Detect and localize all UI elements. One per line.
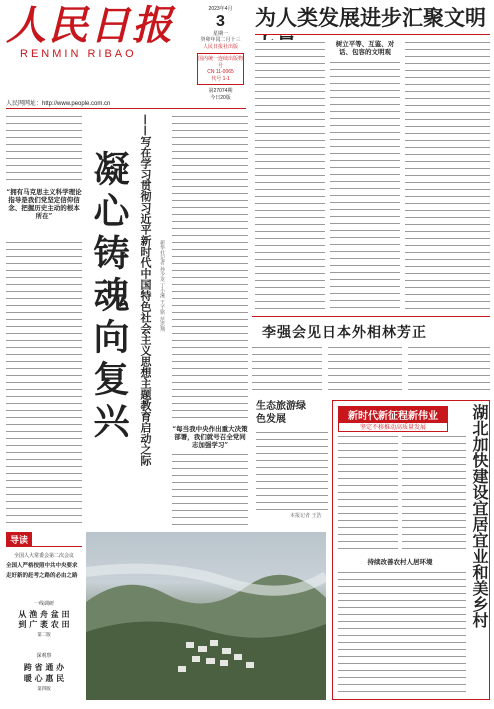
main-story-subtitle: ——写在学习贯彻习近平新时代中国特色社会主义思想主题教育启动之际 bbox=[139, 114, 152, 466]
eco-story-title[interactable]: 生态旅游绿色发展 bbox=[256, 401, 306, 425]
text-column bbox=[405, 40, 490, 310]
guide-item1-sub[interactable]: 走好新的赶考之路的必由之路 bbox=[6, 573, 78, 579]
guide-item1-title[interactable]: 全国人大常委会第二次会议 bbox=[13, 553, 74, 559]
text-column bbox=[252, 345, 322, 395]
website-label: 人民网网址： bbox=[6, 101, 43, 107]
publication-code-box bbox=[197, 53, 244, 85]
text-column bbox=[338, 434, 398, 554]
village-photo bbox=[86, 532, 326, 700]
guide-item2-text[interactable]: 从 渔 舟 盆 田 bbox=[18, 609, 70, 619]
date-year-month: 2023年4月 bbox=[208, 6, 233, 12]
top-headline[interactable]: 为人类发展进步汇聚文明 bbox=[255, 5, 486, 30]
text-column bbox=[338, 570, 466, 694]
masthead bbox=[6, 4, 196, 64]
masthead-rule bbox=[6, 108, 246, 109]
page-count: 今日20版 bbox=[210, 94, 231, 101]
date-lunar: 癸卯年闰二月十三 bbox=[200, 37, 241, 43]
text-column bbox=[172, 114, 248, 419]
text-column bbox=[6, 240, 82, 525]
issue-number: 第27074期 bbox=[208, 88, 233, 94]
guide-item3-page: 第四版 bbox=[37, 687, 51, 692]
main-story-title[interactable]: 凝心铸魂向复兴 bbox=[88, 150, 130, 444]
date-box bbox=[193, 6, 248, 118]
guide-item2-sub[interactable]: 到 广 袤 农 田 bbox=[18, 619, 70, 629]
guide-label: 导读 bbox=[6, 532, 32, 547]
guide-rule bbox=[6, 546, 82, 547]
code-line-2: CN 11-0065 bbox=[207, 69, 234, 75]
guide-item3-label: 深观察 bbox=[36, 653, 52, 659]
text-column bbox=[6, 114, 82, 184]
date-weekday: 星期一 bbox=[212, 30, 228, 37]
feature-title[interactable]: 湖北加快建设宜居宜业和美乡村 bbox=[470, 404, 489, 628]
guide-item3-sub[interactable]: 暖 心 惠 民 bbox=[23, 673, 65, 683]
text-column bbox=[255, 40, 325, 310]
feature-banner: 新时代新征程新伟业 bbox=[338, 406, 448, 423]
top-headline-subtitle: 树立平等、互鉴、对话、包容的文明观 bbox=[335, 40, 395, 56]
section-rule bbox=[252, 316, 490, 317]
eco-story-byline: 本报记者 王浩 bbox=[290, 513, 322, 519]
premier-headline[interactable]: 李强会见日本外相林芳正 bbox=[262, 325, 427, 341]
code-line-1: 国内统一连续出版物号 bbox=[198, 56, 244, 69]
feature-mid-head: 持续改善农村人居环境 bbox=[367, 558, 433, 566]
masthead-roman: RENMIN RIBAO bbox=[20, 48, 137, 60]
text-column bbox=[330, 60, 400, 310]
website-url[interactable]: http://www.people.com.cn bbox=[42, 101, 111, 107]
main-story-byline: 新华社记者 孙少龙 丁小溪 王子铭 范思翔 bbox=[159, 240, 165, 332]
masthead-title: 人民日报 bbox=[6, 2, 174, 49]
top-headline-rule bbox=[255, 34, 490, 35]
text-column bbox=[256, 430, 328, 510]
text-column bbox=[408, 345, 490, 395]
guide-item2-label: 一线调研 bbox=[33, 601, 54, 607]
guide-item3-text[interactable]: 跨 省 通 办 bbox=[23, 662, 65, 672]
date-day: 3 bbox=[216, 12, 225, 30]
guide-item2-page: 第二版 bbox=[37, 633, 51, 638]
feature-sub-banner: 坚定不移推动高质量发展 bbox=[338, 421, 448, 432]
text-column bbox=[172, 452, 248, 527]
text-column bbox=[328, 345, 402, 395]
masthead-website[interactable] bbox=[6, 98, 110, 107]
guide-item1-text[interactable]: 全国人严格按照中共中央要求 bbox=[6, 563, 78, 569]
text-column bbox=[402, 434, 466, 554]
village-photo-scene bbox=[86, 532, 326, 700]
code-line-3: 代号 1-1 bbox=[211, 75, 230, 82]
pull-quote-title: “拥有马克思主义科学理论指导是我们党坚定信仰信念、把握历史主动的根本所在” bbox=[6, 188, 82, 220]
edition-note: 人民日报社出版 bbox=[202, 43, 238, 50]
quote-box-title: “每当我中央作出重大决策部署，我们就号召全党同志加强学习” bbox=[172, 425, 248, 449]
